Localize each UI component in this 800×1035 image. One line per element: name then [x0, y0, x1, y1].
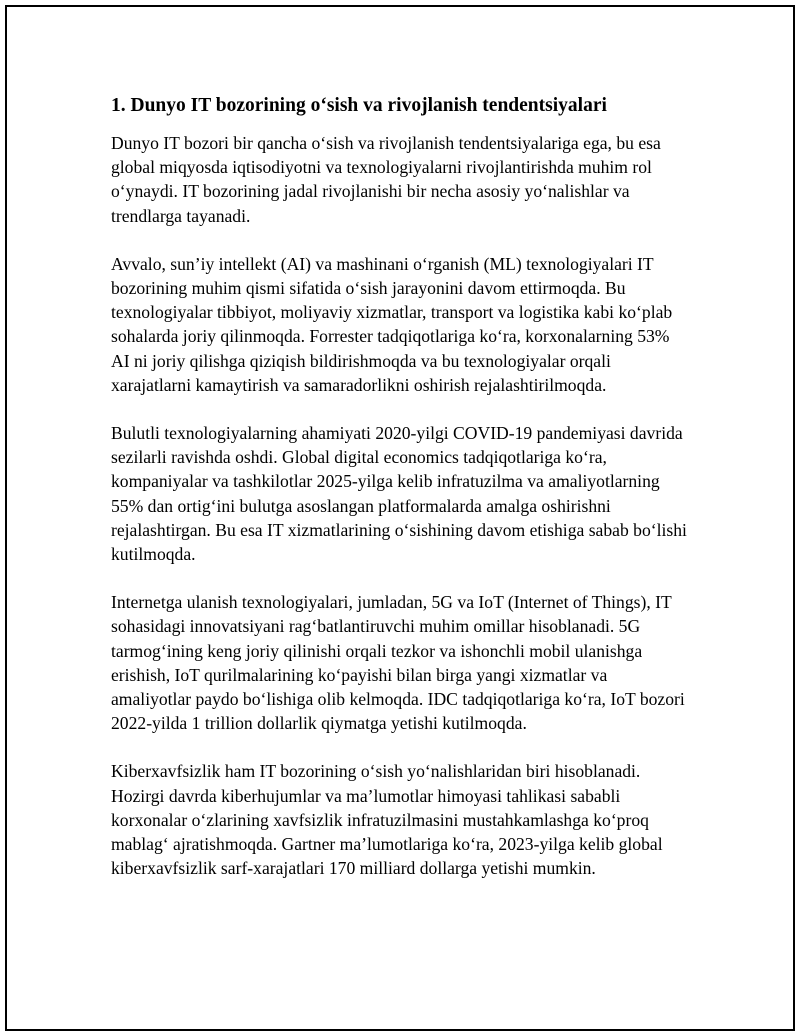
paragraph-cybersecurity: Kiberxavfsizlik ham IT bozorining o‘sish yo‘nalishlaridan biri hisoblanadi. Hozirgi davrda kiberhujumlar va ma’lumotlar himoyasi tahlikasi sababli korxonalar o‘zlarining xavfsizlik infratuzilmasini mustahkamlashga ko‘proq mablag‘ ajratishmoqda. Gartner ma’lumotlariga ko‘ra, 2023-yilga kelib global kiberxavfsizlik sarf-xarajatlari 170 milliard dollarga yetishi mumkin. [111, 761, 663, 879]
document-body [111, 90, 691, 904]
section-heading: 1. Dunyo IT bozorining o‘sish va rivojlanish tendentsiyalari [111, 95, 607, 116]
paragraph-ai-ml: Avvalo, sun’iy intellekt (AI) va mashinani o‘rganish (ML) texnologiyalari IT bozorining muhim qismi sifatida o‘sish jarayonini davom ettirmoqda. Bu texnologiyalar tibbiyot, moliyaviy xizmatlar, transport va logistika kabi ko‘plab sohalarda joriy qilinmoqda. Forrester tadqiqotlariga ko‘ra, korxonalarning 53% AI ni joriy qilishga qiziqish bildirishmoqda va bu texnologiyalar orqali xarajatlarni kamaytirish va samaradorlikni oshirish rejalashtirilmoqda. [111, 253, 673, 395]
paragraph-5g-iot: Internetga ulanish texnologiyalari, jumladan, 5G va IoT (Internet of Things), IT sohasidagi innovatsiyani rag‘batlantiruvchi muhim omillar hisoblanadi. 5G tarmog‘ining keng joriy qilinishi orqali tezkor va ishonchli mobil ulanishga erishish, IoT qurilmalarining ko‘payishi bilan birga yangi xizmatlar va amaliyotlar paydo bo‘lishiga olib kelmoqda. IDC tadqiqotlariga ko‘ra, IoT bozori 2022-yilda 1 trillion dollarlik qiymatga yetishi kutilmoqda. [111, 592, 685, 734]
paragraph-cloud: Bulutli texnologiyalarning ahamiyati 2020-yilgi COVID-19 pandemiyasi davrida sezilarli ravishda oshdi. Global digital economics tadqiqotlariga ko‘ra, kompaniyalar va tashkilotlar 2025-yilga kelib infratuzilma va amaliyotlarning 55% dan ortig‘ini bulutga asoslangan platformalarda amalga oshirishni rejalashtirgan. Bu esa IT xizmatlarining o‘sishining davom etishiga sabab bo‘lishi kutilmoqda. [111, 423, 687, 565]
paragraph-intro: Dunyo IT bozori bir qancha o‘sish va rivojlanish tendentsiyalariga ega, bu esa global miqyosda iqtisodiyotni va texnologiyalarni rivojlantirishda muhim rol o‘ynaydi. IT bozorining jadal rivojlanishi bir necha asosiy yo‘nalishlar va trendlarga tayanadi. [111, 133, 661, 226]
